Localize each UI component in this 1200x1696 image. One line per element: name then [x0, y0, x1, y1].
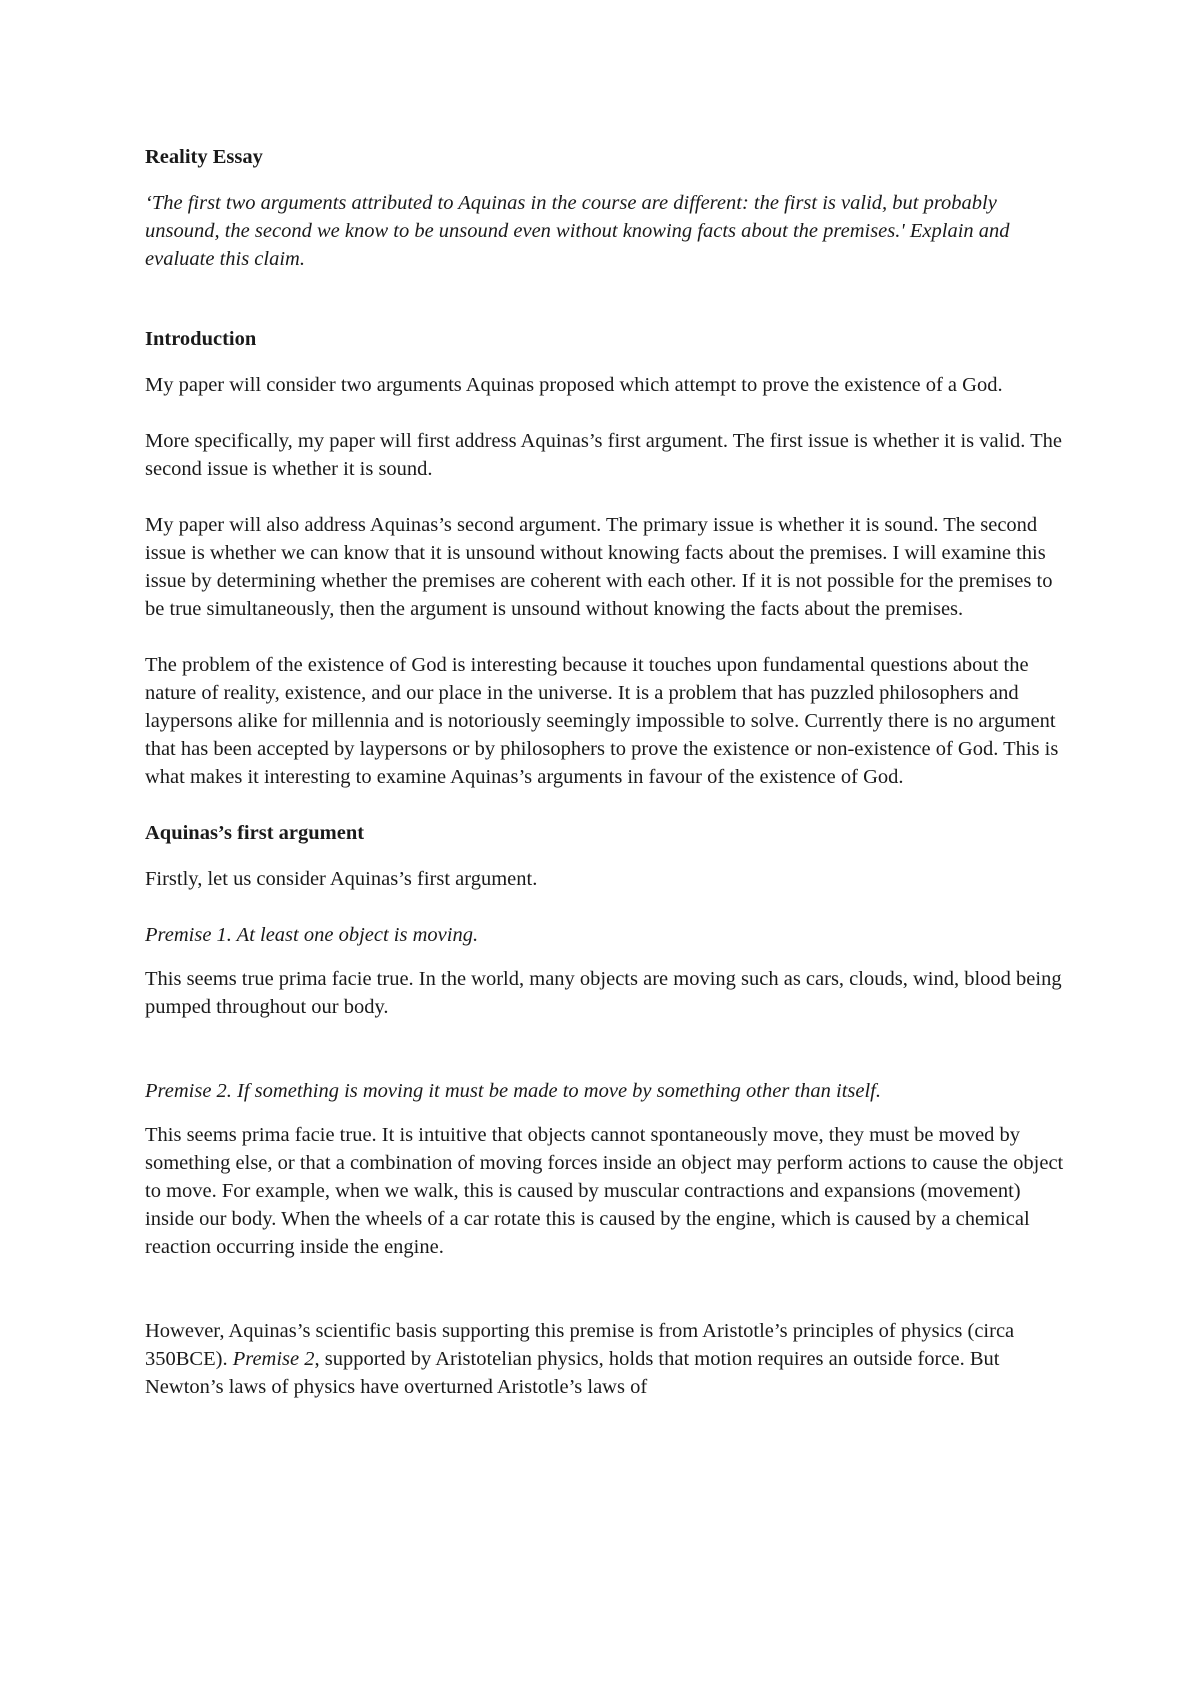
first-argument-paragraph-1: Firstly, let us consider Aquinas’s first argument. [145, 868, 538, 890]
document-page [145, 143, 1065, 1429]
first-argument-paragraph-2: This seems true prima facie true. In the world, many objects are moving such as cars, clouds, wind, blood being pumped throughout our body. [145, 968, 1062, 1018]
premise-reference: Premise 2 [232, 1348, 315, 1370]
document-title: Reality Essay [145, 146, 263, 168]
intro-paragraph-3: My paper will also address Aquinas’s second argument. The primary issue is whether it is sound. The second issue is whether we can know that it is unsound without knowing facts about the premises. I will examine this issue by determining whether the premises are coherent with each other. If it is not possible for the premises to be true simultaneously, then the argument is unsound without knowing the facts about the premises. [145, 514, 1053, 620]
premise-2: Premise 2. If something is moving it must be made to move by something other than itself. [145, 1080, 881, 1102]
intro-paragraph-2: More specifically, my paper will first address Aquinas’s first argument. The first issue is whether it is valid. The second issue is whether it is sound. [145, 430, 1063, 480]
first-argument-paragraph-4 [145, 1317, 1065, 1401]
section-heading-first-argument: Aquinas’s first argument [145, 822, 365, 844]
paragraph-text: However, Aquinas’s scientific basis supporting this premise is from Aristotle’s principles of physics (circa 350BCE). [145, 1320, 1015, 1370]
premise-1: Premise 1. At least one object is moving. [145, 924, 479, 946]
intro-paragraph-1: My paper will consider two arguments Aquinas proposed which attempt to prove the existence of a God. [145, 374, 1003, 396]
section-heading-introduction: Introduction [145, 328, 257, 350]
paragraph-text: , supported by Aristotelian physics, holds that motion requires an outside force. But Newton’s laws of physics have overturned Aristotle’s laws of [145, 1348, 1000, 1398]
first-argument-paragraph-3: This seems prima facie true. It is intuitive that objects cannot spontaneously move, they must be moved by something else, or that a combination of moving forces inside an object may perform actions to cause the object to move. For example, when we walk, this is caused by muscular contractions and expansions (movement) inside our body. When the wheels of a car rotate this is caused by the engine, which is caused by a chemical reaction occurring inside the engine. [145, 1124, 1064, 1258]
essay-prompt: ‘The first two arguments attributed to Aquinas in the course are different: the first is valid, but probably unsound, the second we know to be unsound even without knowing facts about the premises.' Explain and evaluate this claim. [145, 192, 1010, 270]
intro-paragraph-4: The problem of the existence of God is interesting because it touches upon fundamental questions about the nature of reality, existence, and our place in the universe. It is a problem that has puzzled philosophers and laypersons alike for millennia and is notoriously seemingly impossible to solve. Currently there is no argument that has been accepted by laypersons or by philosophers to prove the existence or non-existence of God. This is what makes it interesting to examine Aquinas’s arguments in favour of the existence of God. [145, 654, 1059, 788]
